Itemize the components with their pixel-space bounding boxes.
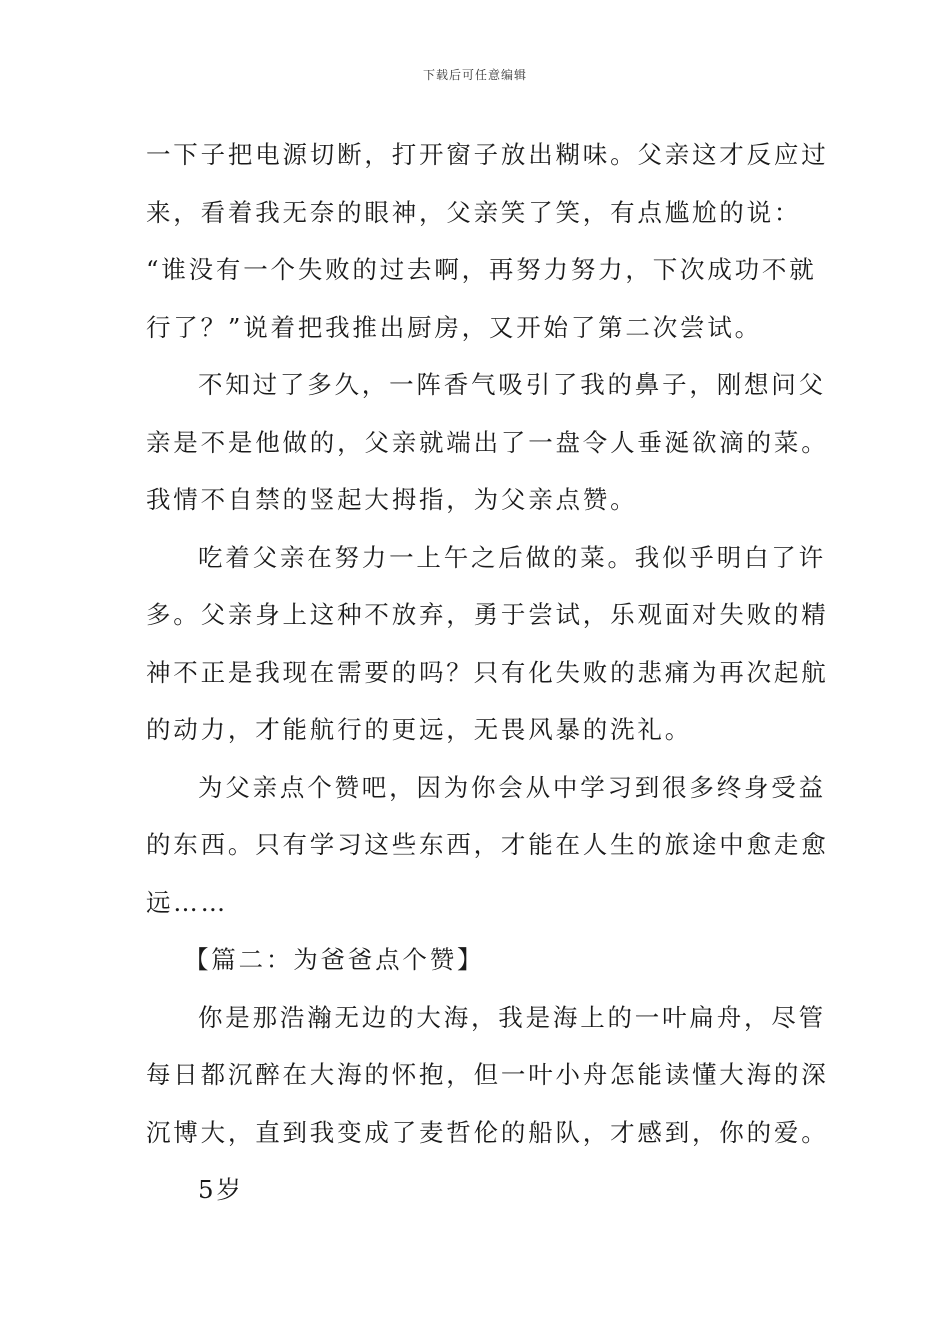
text-line: 远…… — [146, 887, 228, 917]
text-line: 的东西。只有学习这些东西，才能在人生的旅途中愈走愈 — [146, 830, 829, 859]
text-line: 5岁 — [198, 1175, 244, 1204]
text-line: 一下子把电源切断，打开窗子放出糊味。父亲这才反应过 — [146, 140, 829, 169]
text-line: 亲是不是他做的，父亲就端出了一盘令人垂涎欲滴的菜。 — [146, 427, 829, 457]
text-line: 来，看着我无奈的眼神，父亲笑了笑，有点尴尬的说： — [146, 197, 802, 227]
text-line: 你是那浩瀚无边的大海，我是海上的一叶扁舟，尽管 — [198, 1002, 826, 1032]
text-line: 沉博大，直到我变成了麦哲伦的船队，才感到，你的爱。 — [146, 1117, 829, 1147]
paragraph-4 — [146, 759, 829, 932]
paragraph-2 — [146, 356, 829, 529]
section-heading — [146, 931, 810, 989]
document-body — [146, 126, 829, 1219]
text-line: 我情不自禁的竖起大拇指，为父亲点赞。 — [146, 485, 638, 514]
paragraph-5 — [146, 989, 829, 1162]
text-line: 行了？”说着把我推出厨房，又开始了第二次尝试。 — [146, 312, 762, 342]
page-header: 下载后可任意编辑 — [422, 68, 527, 82]
paragraph-6 — [146, 1161, 810, 1219]
text-line: 多。父亲身上这种不放弃，勇于尝试，乐观面对失败的精 — [146, 600, 829, 629]
paragraph-1 — [146, 126, 829, 356]
text-line: 神不正是我现在需要的吗？只有化失败的悲痛为再次起航 — [146, 657, 829, 687]
text-line: 吃着父亲在努力一上午之后做的菜。我似乎明白了许 — [198, 542, 826, 572]
section-title: 【篇二：为爸爸点个赞】 — [184, 945, 485, 974]
text-line: 为父亲点个赞吧，因为你会从中学习到很多终身受益 — [198, 772, 826, 802]
text-line: 不知过了多久，一阵香气吸引了我的鼻子，刚想问父 — [198, 370, 826, 399]
text-line: “谁没有一个失败的过去啊，再努力努力，下次成功不就 — [146, 255, 817, 284]
text-line: 每日都沉醉在大海的怀抱，但一叶小舟怎能读懂大海的深 — [146, 1060, 829, 1089]
text-line: 的动力，才能航行的更远，无畏风暴的洗礼。 — [146, 715, 692, 744]
paragraph-3 — [146, 529, 829, 759]
